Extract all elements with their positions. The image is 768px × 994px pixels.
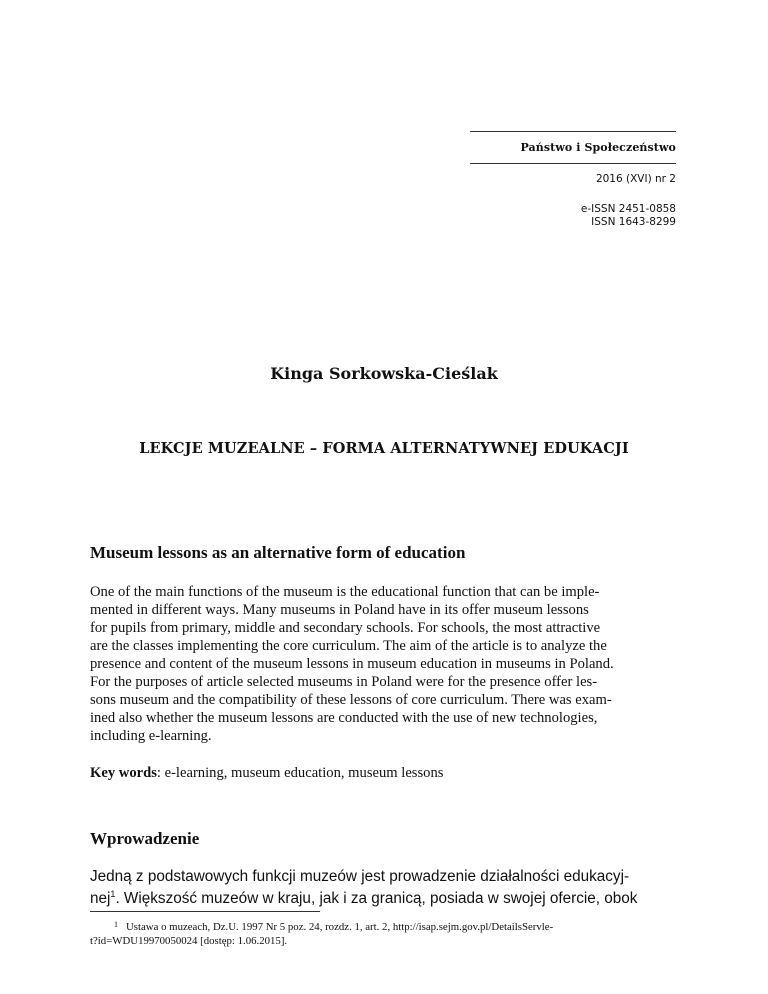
abstract-heading: Museum lessons as an alternative form of education: [90, 543, 466, 562]
footnote-line: t?id=WDU19970050024 [dostęp: 1.06.2015].: [90, 935, 288, 947]
author-name: Kinga Sorkowska-Cieślak: [270, 364, 498, 383]
intro-text: nej: [90, 890, 111, 907]
footnote: [90, 918, 679, 948]
keywords-text: : e-learning, museum education, museum lessons: [156, 765, 444, 781]
footnote-reference[interactable]: 1: [110, 888, 116, 899]
abstract-line: presence and content of the museum lessons in museum education in museums in Poland.: [90, 656, 614, 672]
intro-heading: Wprowadzenie: [90, 829, 200, 848]
intro-line: [90, 888, 679, 910]
header-bottom-rule: [470, 163, 676, 164]
journal-header: [470, 131, 676, 229]
keywords-label: Key words: [90, 765, 157, 781]
footnote-separator: [90, 911, 320, 912]
intro-body: [90, 866, 679, 910]
abstract-body: [90, 583, 679, 745]
journal-issue: 2016 (XVI) nr 2: [595, 173, 676, 185]
abstract-line: ined also whether the museum lessons are conducted with the use of new technologies,: [90, 710, 598, 726]
abstract-line: for pupils from primary, middle and secondary schools. For schools, the most attractive: [90, 620, 601, 636]
abstract-line: sons museum and the compatibility of these lessons of core curriculum. There was exam-: [90, 692, 612, 708]
journal-issn: ISSN 1643-8299: [591, 216, 676, 228]
abstract-line: One of the main functions of the museum is the educational function that can be imple-: [90, 584, 600, 600]
article-title: LEKCJE MUZEALNE – FORMA ALTERNATYWNEJ EDUKACJI: [139, 440, 629, 457]
intro-line: Jedną z podstawowych funkcji muzeów jest prowadzenie działalności edukacyj-: [90, 868, 630, 885]
abstract-line: mented in different ways. Many museums in Poland have in its offer museum lessons: [90, 602, 589, 618]
abstract-line: For the purposes of article selected museums in Poland were for the presence offer les-: [90, 674, 598, 690]
footnote-number: 1: [114, 920, 118, 929]
keywords: [90, 764, 679, 782]
footnote-text: Ustawa o muzeach, Dz.U. 1997 Nr 5 poz. 24, rozdz. 1, art. 2, http://isap.sejm.gov.pl/DetailsServle-: [126, 921, 554, 933]
abstract-line: including e-learning.: [90, 728, 212, 744]
footnote-line: [90, 918, 679, 934]
journal-eissn: e-ISSN 2451-0858: [580, 203, 676, 215]
header-top-rule: [470, 131, 676, 132]
journal-name: Państwo i Społeczeństwo: [520, 141, 676, 154]
intro-text: . Większość muzeów w kraju, jak i za granicą, posiada w swojej ofercie, obok: [115, 890, 638, 907]
abstract-line: are the classes implementing the core curriculum. The aim of the article is to analyze the: [90, 638, 607, 654]
